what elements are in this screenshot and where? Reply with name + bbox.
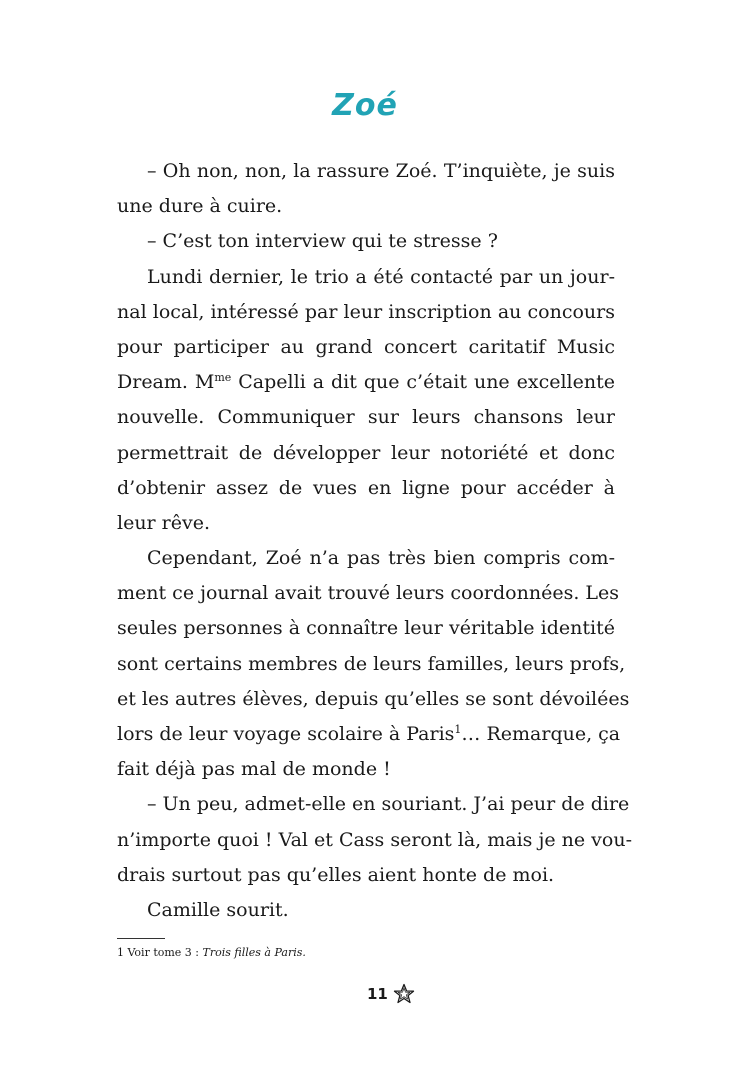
chapter-header-title: Zoé [332,88,398,123]
paragraph-line: nouvelle. Communiquer sur leurs chansons leur [117,406,615,429]
footnote-divider [117,938,165,939]
paragraph-line: drais surtout pas qu’elles aient honte de moi. [117,863,555,886]
footnote-marker: 1 [454,723,462,736]
paragraph-line: pour participer au grand concert caritatif Music [117,335,615,358]
line-segment: … Remarque, ça [461,723,621,745]
footnote [117,945,306,961]
paragraph-line: une dure à cuire. [117,195,283,218]
line-segment: Capelli a dit que c’était une excellente [231,371,615,394]
paragraph-line: Lundi dernier, le trio a été contacté par un jour- [147,265,615,288]
paragraph-line: permettrait de développer leur notoriété et donc [117,441,615,464]
paragraph-line: ment ce journal avait trouvé leurs coordonnées. Les [117,582,620,605]
paragraph-line: fait déjà pas mal de monde ! [117,758,391,781]
star-outline-icon [392,982,416,1006]
paragraph-line: n’importe quoi ! Val et Cass seront là, mais je ne vou- [117,828,632,851]
paragraph-line: d’obtenir assez de vues en ligne pour accéder à [117,476,615,499]
paragraph-line: nal local, intéressé par leur inscription au concours [117,300,615,323]
paragraph-line: et les autres élèves, depuis qu’elles se sont dévoilées [117,687,630,710]
paragraph-line [117,717,621,752]
line-segment: Dream. M [117,371,215,394]
footnote-prefix: 1 Voir tome 3 : [117,946,203,959]
paragraph-line: sont certains membres de leurs familles, leurs profs, [117,652,626,675]
paragraph-line: leur rêve. [117,511,211,534]
page-footer [367,982,416,1006]
paragraph-line [117,365,615,400]
paragraph-line: – Oh non, non, la rassure Zoé. T’inquiète, je suis [147,160,615,182]
paragraph-line: seules personnes à connaître leur véritable identité [117,617,615,640]
paragraph-line: – Un peu, admet-elle en souriant. J’ai peur de dire [147,793,630,816]
page-number: 11 [367,985,388,1003]
line-segment: lors de leur voyage scolaire à Paris [117,723,455,745]
paragraph-line: Cependant, Zoé n’a pas très bien compris com- [147,547,615,570]
body-text [117,154,632,928]
footnote-book-title: Trois filles à Paris. [202,946,306,959]
paragraph-line: – C’est ton interview qui te stresse ? [147,230,498,253]
superscript: me [214,371,232,385]
paragraph-line: Camille sourit. [147,898,289,921]
